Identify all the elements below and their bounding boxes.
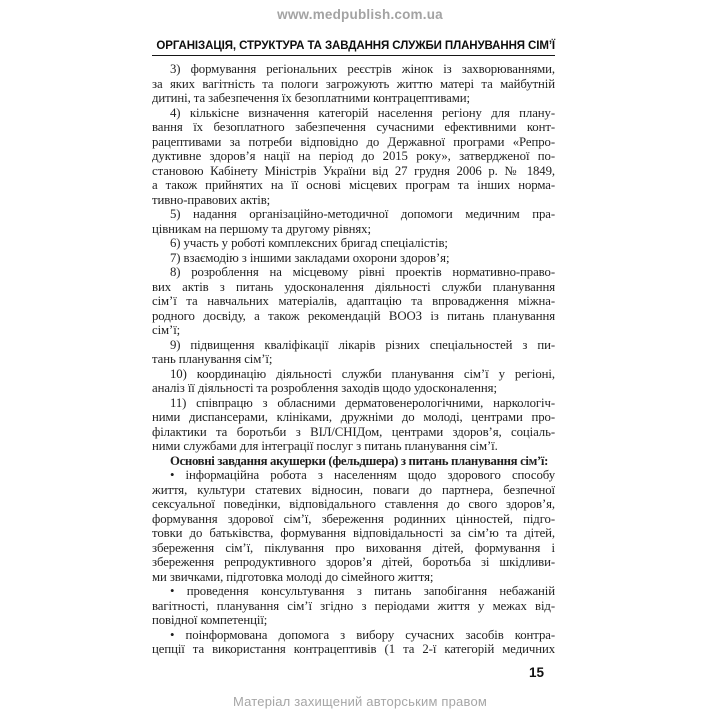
text-line: 6) участь у роботі комплексних бригад спеціалістів; — [170, 236, 448, 250]
paragraph — [152, 338, 555, 367]
running-header: ОРГАНІЗАЦІЯ, СТРУКТУРА ТА ЗАВДАННЯ СЛУЖБИ ПЛАНУВАННЯ СІМ’Ї — [156, 40, 555, 52]
text-line: ними службами для інтеграції послуг з питань планування сім’ї. — [152, 439, 498, 453]
text-line: сім’ї та навчальних матеріалів, адаптацію та впровадження міжна- — [152, 294, 555, 308]
text-line: сексуальної поведінки, відповідального ставлення до свого здоров’я, — [152, 497, 555, 511]
body-text — [152, 62, 555, 657]
text-line: 10) координацію діяльності служби планування сім’ї у регіоні, — [170, 366, 555, 381]
page-number: 15 — [528, 665, 544, 680]
text-line: аналіз її діяльності та розроблення заходів щодо удосконалення; — [152, 381, 497, 395]
text-line: за яких вагітність та пологи загрожують життю матері та майбутній — [152, 76, 555, 91]
text-line: Основні завдання акушерки (фельдшера) з питань планування сім’ї: — [170, 453, 549, 468]
text-line: рацептивами за потреби відповідно до Державної програми «Репро- — [152, 134, 555, 149]
text-line: сім’ї; — [152, 323, 181, 337]
paragraph — [152, 207, 555, 236]
text-line: 8) розроблення на місцевому рівні проектів нормативно-право- — [170, 265, 555, 279]
text-line: повідної компетенції; — [152, 613, 268, 627]
text-line: ними диспансерами, клініками, дружніми до молоді, центрами про- — [152, 410, 555, 424]
text-line: цівникам на першому та другому рівнях; — [152, 221, 371, 236]
text-line: тивно-правових актів; — [152, 192, 271, 207]
text-line: родного досвіду, а також рекомендацій ВООЗ із питань планування — [152, 308, 555, 323]
text-line: 5) надання організаційно-методичної допомоги медичним пра- — [170, 207, 555, 221]
text-line: вих актів з питань удосконалення діяльності служби планування — [152, 279, 555, 294]
text-line: ми звичками, підготовка молоді до сімейного життя; — [152, 569, 434, 584]
text-line: цепції та використання контрацептивів (1 та 2-ї категорій медичних — [152, 642, 555, 656]
text-line: • проведення консультування з питань запобігання небажаній — [170, 584, 555, 598]
text-line: життя, культури статевих відносин, поваги до партнера, безпечної — [152, 482, 555, 497]
text-line: • поінформована допомога з вибору сучасних засобів контра- — [170, 627, 555, 642]
paragraph — [152, 236, 555, 251]
text-line: вання їх безоплатного забезпечення сучасними ефективними конт- — [152, 120, 555, 134]
paragraph — [152, 265, 555, 338]
text-line: збереження сім’ї, піклування про виховання дітей, формування і — [152, 540, 555, 555]
paragraph — [152, 468, 555, 584]
text-line: 7) взаємодію з іншими закладами охорони здоров’я; — [170, 250, 450, 265]
copyright-note: Матеріал захищений авторським правом — [232, 694, 488, 709]
text-line: 11) співпрацю з обласними дерматовенерологічними, наркологіч- — [170, 395, 555, 410]
text-line: становою Кабінету Міністрів України від 27 грудня 2006 р. № 1849, — [152, 163, 555, 178]
paragraph — [152, 367, 555, 396]
text-line: дуктивне здоров’я нації на період до 2015 року», затвердженої по- — [152, 149, 555, 163]
text-line: товки до батьківства, формування відповідальності за сім’ю та дітей, — [152, 526, 555, 540]
text-line: тань планування сім’ї; — [152, 352, 273, 366]
text-line: 9) підвищення кваліфікації лікарів різних спеціальностей з пи- — [170, 337, 555, 352]
text-line: 3) формування регіональних реєстрів жінок із захворюваннями, — [170, 62, 555, 76]
text-line: дитині, та забезпечення їх безоплатними контрацептивами; — [152, 91, 470, 105]
paragraph — [152, 396, 555, 454]
text-line: формування здорової сім’ї, збереження родинних цінностей, підго- — [152, 511, 555, 526]
paragraph — [152, 628, 555, 657]
text-line: збереження репродуктивного здоров’я дітей, боротьба зі шкідливи- — [152, 555, 555, 569]
watermark-url: www.medpublish.com.ua — [277, 7, 443, 22]
text-line: вагітності, планування сім’ї згідно з періодами життя у межах від- — [152, 598, 555, 613]
header-rule — [152, 55, 555, 56]
text-line: а також прийнятих на її основі місцевих програм та інших норма- — [152, 178, 555, 192]
paragraph — [152, 584, 555, 628]
section-heading — [152, 454, 555, 469]
text-line: філактики та боротьби з ВІЛ/СНІДом, центрами здоров’я, соціаль- — [152, 424, 555, 439]
paragraph — [152, 251, 555, 266]
text-line: 4) кількісне визначення категорій населення регіону для плану- — [170, 105, 555, 120]
paragraph — [152, 62, 555, 106]
paragraph — [152, 106, 555, 208]
text-line: • інформаційна робота з населенням щодо здорового способу — [170, 468, 555, 482]
